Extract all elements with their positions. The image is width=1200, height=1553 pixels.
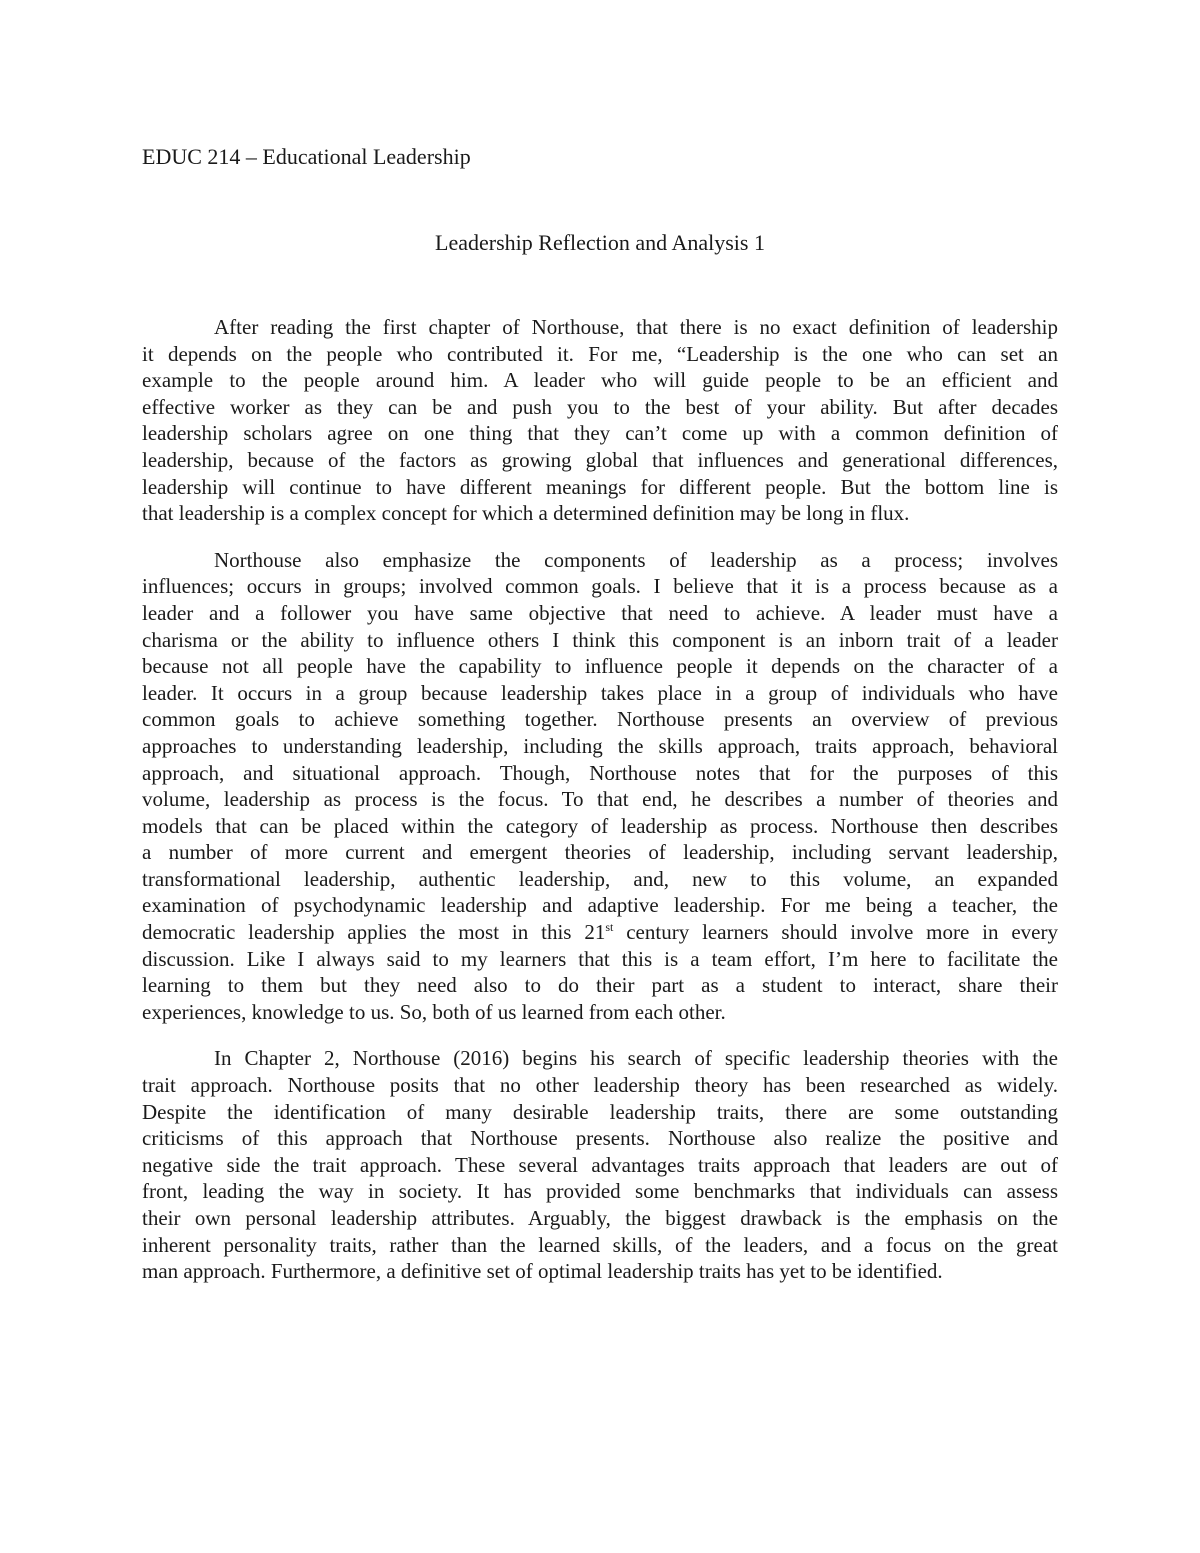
paragraph-line: that leadership is a complex concept for which a determined definition may be long in flux. xyxy=(142,501,910,526)
century-line-after: century learners should involve more in every xyxy=(613,920,1059,945)
paragraph-line: learning to them but they need also to do their part as a student to interact, share their xyxy=(142,973,1058,998)
paragraph-line: examination of psychodynamic leadership and adaptive leadership. For me being a teacher, the xyxy=(142,893,1058,918)
paragraph-1 xyxy=(142,314,1058,527)
paragraph-line: criticisms of this approach that Northouse presents. Northouse also realize the positive and xyxy=(142,1126,1058,1151)
paragraph-line: In Chapter 2, Northouse (2016) begins his search of specific leadership theories with the xyxy=(214,1046,1058,1071)
paragraph-line: volume, leadership as process is the focus. To that end, he describes a number of theories and xyxy=(142,787,1058,812)
paragraph-line: charisma or the ability to influence others I think this component is an inborn trait of a leader xyxy=(142,627,1058,652)
paragraph-line: leadership scholars agree on one thing that they can’t come up with a common definition of xyxy=(142,421,1058,446)
paragraph-line: leader. It occurs in a group because leadership takes place in a group of individuals who have xyxy=(142,680,1058,705)
paragraph-line: influences; occurs in groups; involved common goals. I believe that it is a process because as a xyxy=(142,574,1058,599)
paragraph-line: discussion. Like I always said to my learners that this is a team effort, I’m here to facilitate the xyxy=(142,946,1058,971)
paragraph-line: After reading the first chapter of Northouse, that there is no exact definition of leadership xyxy=(214,315,1058,339)
paragraph-line: a number of more current and emergent theories of leadership, including servant leadership, xyxy=(142,840,1058,865)
paragraph-3 xyxy=(142,1045,1058,1284)
course-header: EDUC 214 – Educational Leadership xyxy=(142,144,471,169)
paragraph-line: experiences, knowledge to us. So, both of us learned from each other. xyxy=(142,999,726,1024)
document-body xyxy=(142,314,1058,1305)
paragraph-line: inherent personality traits, rather than the learned skills, of the leaders, and a focus on the great xyxy=(142,1232,1058,1257)
paragraph-line: leadership, because of the factors as growing global that influences and generational differences, xyxy=(142,447,1058,472)
paragraph-line: approach, and situational approach. Though, Northouse notes that for the purposes of this xyxy=(142,760,1058,785)
century-line-before: democratic leadership applies the most in this 21 xyxy=(142,920,606,945)
paragraph-line-century xyxy=(142,919,1058,946)
paragraph-line: example to the people around him. A leader who will guide people to be an efficient and xyxy=(142,368,1058,393)
paragraph-line: models that can be placed within the category of leadership as process. Northouse then describes xyxy=(142,813,1058,838)
paragraph-line: because not all people have the capability to influence people it depends on the character of a xyxy=(142,654,1058,679)
paragraph-line: leadership will continue to have different meanings for different people. But the bottom line is xyxy=(142,474,1058,499)
paragraph-2 xyxy=(142,547,1058,1026)
document-title: Leadership Reflection and Analysis 1 xyxy=(435,230,765,255)
paragraph-line: their own personal leadership attributes. Arguably, the biggest drawback is the emphasis on the xyxy=(142,1206,1058,1230)
paragraph-line: common goals to achieve something together. Northouse presents an overview of previous xyxy=(142,707,1058,732)
paragraph-line: Northouse also emphasize the components of leadership as a process; involves xyxy=(214,547,1058,572)
ordinal-superscript: st xyxy=(605,920,614,935)
paragraph-line: front, leading the way in society. It has provided some benchmarks that individuals can assess xyxy=(142,1179,1058,1204)
paragraph-line: it depends on the people who contributed it. For me, “Leadership is the one who can set an xyxy=(142,341,1058,366)
paragraph-line: transformational leadership, authentic leadership, and, new to this volume, an expanded xyxy=(142,866,1058,891)
paragraph-line: effective worker as they can be and push you to the best of your ability. But after decades xyxy=(142,394,1058,419)
paragraph-line: approaches to understanding leadership, including the skills approach, traits approach, behavioral xyxy=(142,733,1058,758)
paragraph-line: leader and a follower you have same objective that need to achieve. A leader must have a xyxy=(142,600,1058,625)
paragraph-line: trait approach. Northouse posits that no other leadership theory has been researched as widely. xyxy=(142,1073,1058,1098)
paragraph-line: Despite the identification of many desirable leadership traits, there are some outstanding xyxy=(142,1099,1058,1124)
paragraph-line: man approach. Furthermore, a definitive set of optimal leadership traits has yet to be identified. xyxy=(142,1259,943,1284)
paragraph-line: negative side the trait approach. These several advantages traits approach that leaders are out of xyxy=(142,1152,1058,1177)
